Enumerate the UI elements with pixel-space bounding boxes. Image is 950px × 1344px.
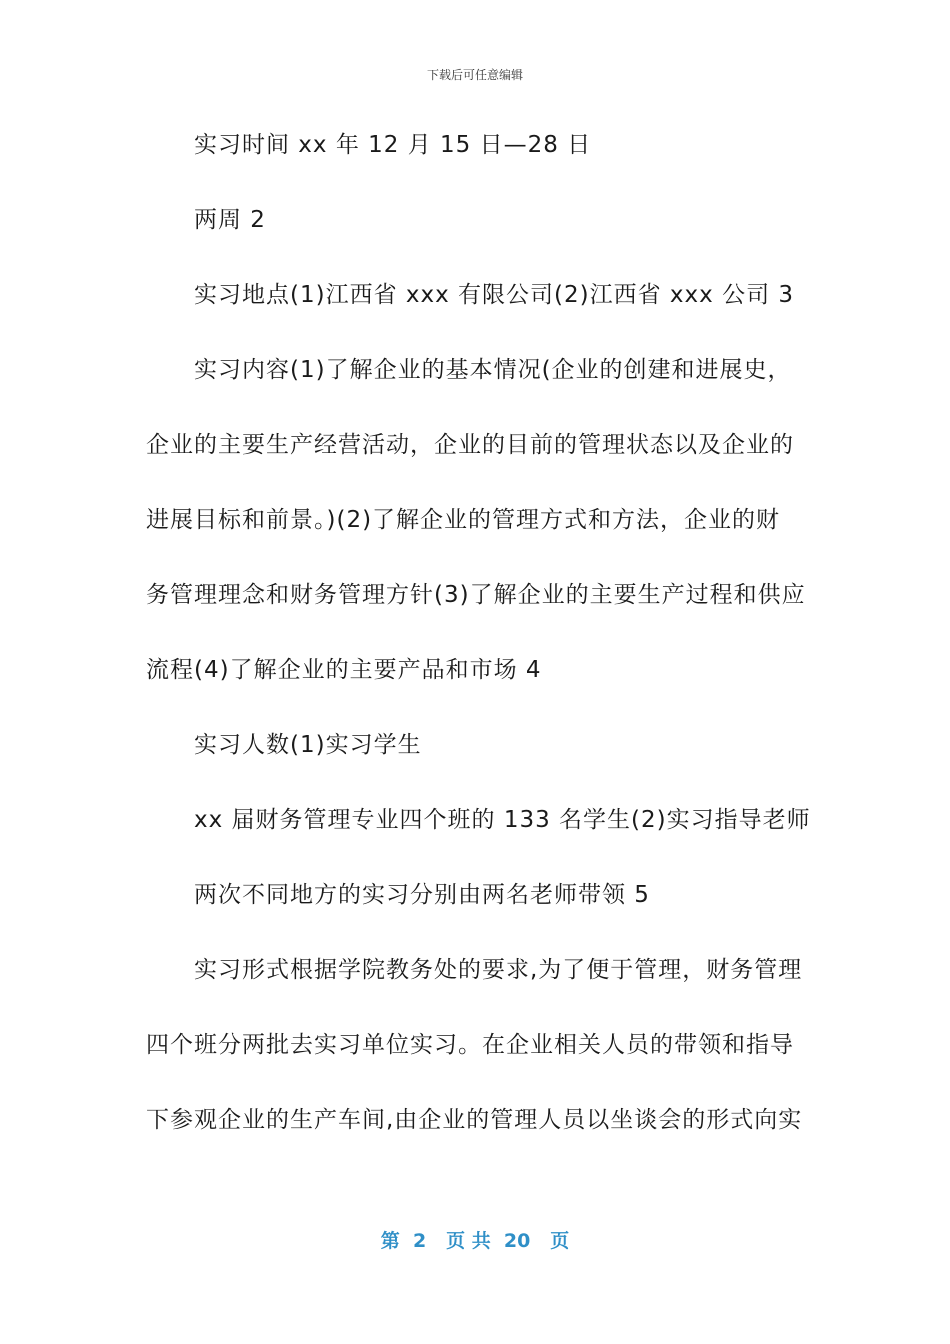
body-line: 实习时间 xx 年 12 月 15 日—28 日 (194, 132, 592, 158)
body-line: 实习人数(1)实习学生 (194, 732, 422, 758)
body-line: xx 届财务管理专业四个班的 133 名学生(2)实习指导老师 (194, 807, 811, 833)
body-line: 四个班分两批去实习单位实习。在企业相关人员的带领和指导 (146, 1032, 794, 1058)
body-line: 两次不同地方的实习分别由两名老师带领 5 (194, 882, 650, 908)
header-note: 下载后可任意编辑 (426, 68, 523, 82)
body-line: 实习形式根据学院教务处的要求,为了便于管理，财务管理 (194, 957, 803, 983)
body-line: 进展目标和前景。)(2)了解企业的管理方式和方法，企业的财 (146, 507, 781, 533)
body-line: 实习地点(1)江西省 xxx 有限公司(2)江西省 xxx 公司 3 (194, 282, 795, 308)
page-number-footer: 第 2 页 共 20 页 (380, 1230, 570, 1252)
body-line: 两周 2 (194, 207, 266, 233)
body-line: 务管理理念和财务管理方针(3)了解企业的主要生产过程和供应 (146, 582, 806, 608)
body-line: 流程(4)了解企业的主要产品和市场 4 (146, 657, 542, 683)
body-line: 企业的主要生产经营活动，企业的目前的管理状态以及企业的 (146, 432, 794, 458)
body-line: 实习内容(1)了解企业的基本情况(企业的创建和进展史， (194, 357, 792, 383)
body-line: 下参观企业的生产车间,由企业的管理人员以坐谈会的形式向实 (146, 1107, 803, 1133)
